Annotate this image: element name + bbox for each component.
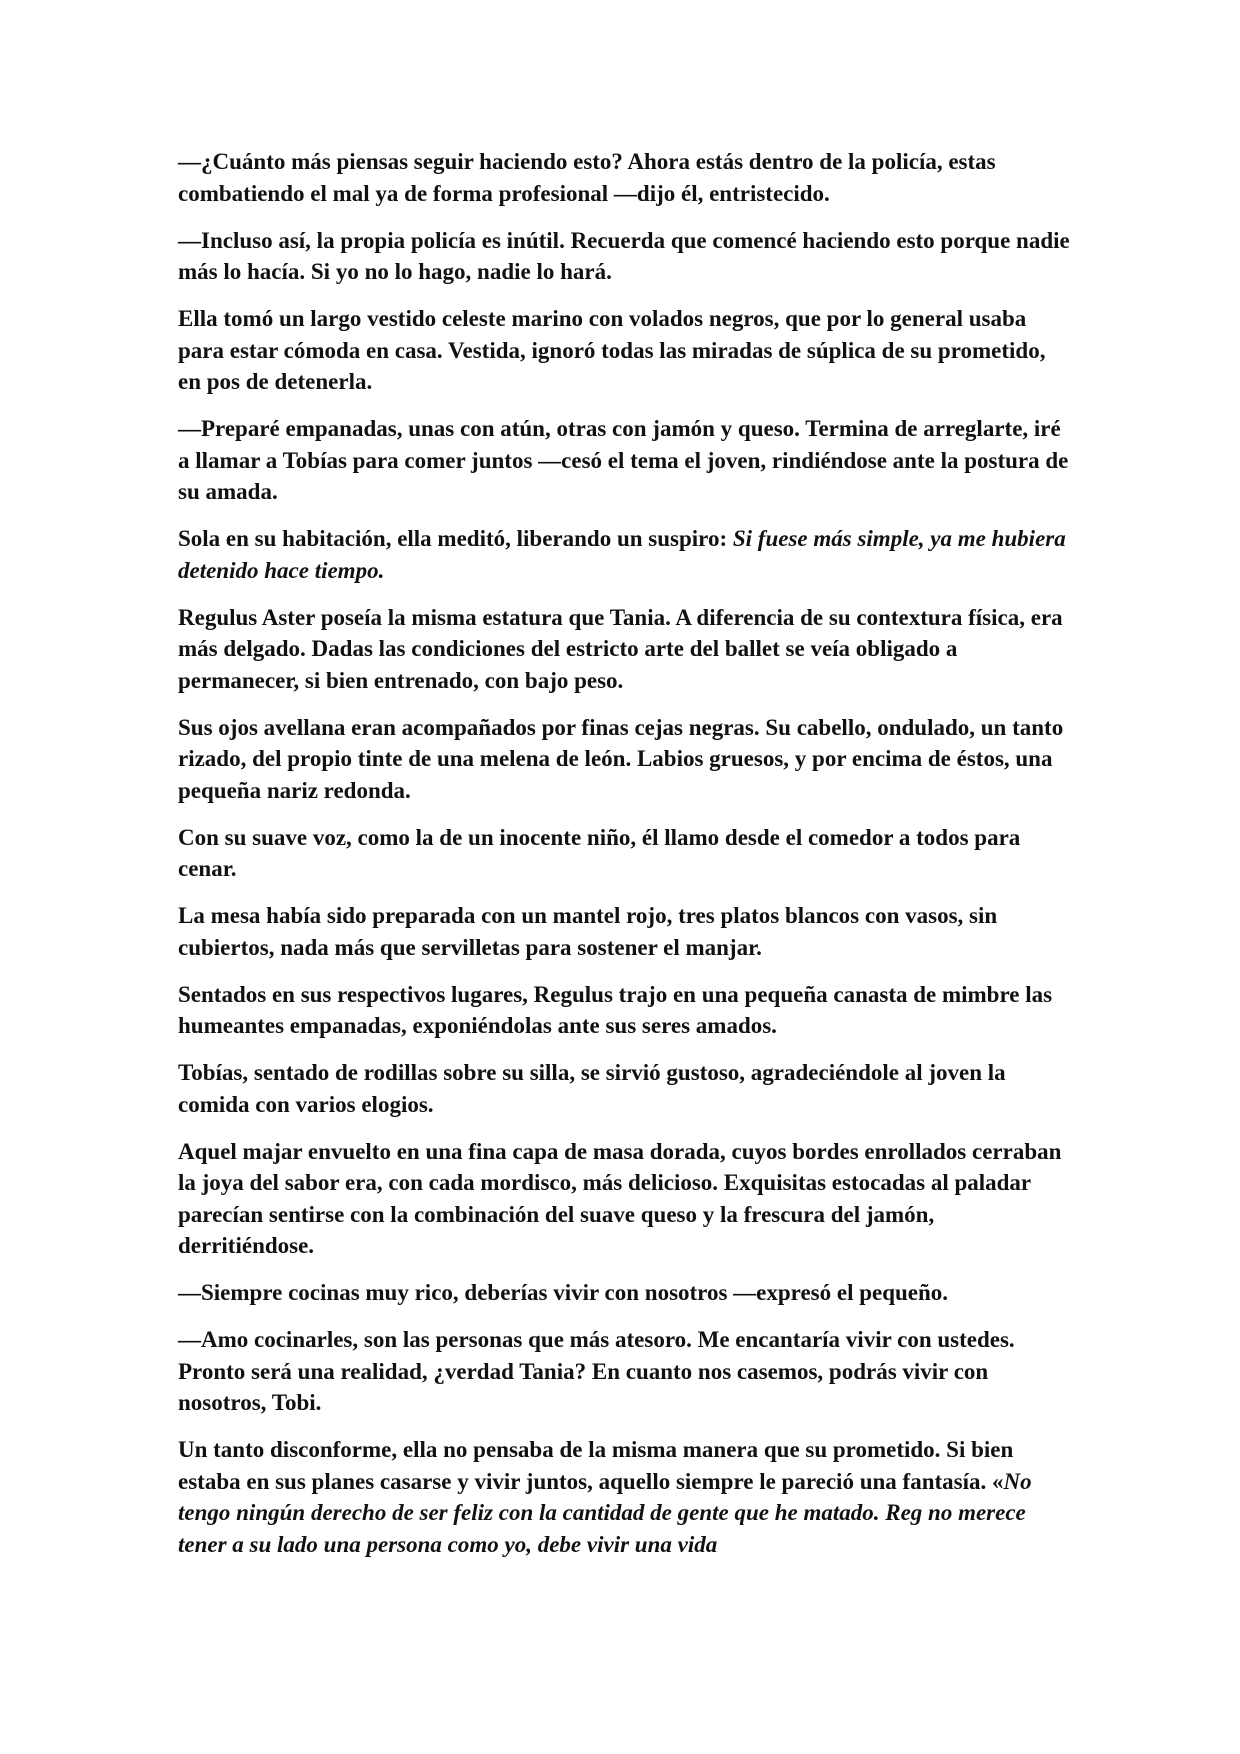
text-run: Sola en su habitación, ella meditó, liberando un suspiro: (178, 526, 733, 551)
italic-text-run: Si fuese más simple, ya me hubiera detenido hace tiempo. (178, 526, 1066, 583)
paragraph (178, 413, 1070, 508)
paragraph (178, 146, 1070, 209)
paragraph (178, 822, 1070, 885)
paragraph (178, 1277, 1070, 1309)
paragraph (178, 1057, 1070, 1120)
text-run: Regulus Aster poseía la misma estatura que Tania. A diferencia de su contextura física, era más delgado. Dadas las condiciones del estricto arte del ballet se veía obligado a permanecer, si bien entrenado, con bajo peso. (178, 604, 1063, 693)
text-run: —Siempre cocinas muy rico, deberías vivir con nosotros —expresó el pequeño. (178, 1280, 949, 1305)
paragraph (178, 900, 1070, 963)
paragraph (178, 303, 1070, 398)
text-run: Ella tomó un largo vestido celeste marino con volados negros, que por lo general usaba para estar cómoda en casa. Vestida, ignoró todas las miradas de súplica de su prometido, en pos de detenerla. (178, 306, 1046, 394)
text-run: —Incluso así, la propia policía es inútil. Recuerda que comencé haciendo esto porque nadie más lo hacía. Si yo no lo hago, nadie lo hará. (178, 227, 1070, 284)
paragraph (178, 225, 1070, 288)
paragraph (178, 602, 1070, 697)
text-run: —¿Cuánto más piensas seguir haciendo esto? Ahora estás dentro de la policía, estas combatiendo el mal ya de forma profesional —dijo él, entristecido. (178, 149, 996, 206)
paragraph (178, 979, 1070, 1042)
italic-text-run: No tengo ningún derecho de ser feliz con la cantidad de gente que he matado. Reg no merece tener a su lado una persona como yo, debe vivir una vida (178, 1468, 1032, 1557)
text-run: Un tanto disconforme, ella no pensaba de la misma manera que su prometido. Si bien estaba en sus planes casarse y vivir juntos, aquello siempre le pareció una fantasía. « (178, 1437, 1014, 1494)
text-run: Sentados en sus respectivos lugares, Regulus trajo en una pequeña canasta de mimbre las humeantes empanadas, exponiéndolas ante sus seres amados. (178, 981, 1053, 1038)
text-run: Sus ojos avellana eran acompañados por finas cejas negras. Su cabello, ondulado, un tanto rizado, del propio tinte de una melena de león. Labios gruesos, y por encima de éstos, una pequeña nariz redonda. (178, 714, 1064, 803)
paragraph (178, 523, 1070, 586)
body-text (178, 146, 1070, 1576)
paragraph (178, 1324, 1070, 1419)
text-run: La mesa había sido preparada con un mantel rojo, tres platos blancos con vasos, sin cubiertos, nada más que servilletas para sostener el manjar. (178, 903, 998, 960)
paragraph (178, 1434, 1070, 1560)
text-run: Con su suave voz, como la de un inocente niño, él llamo desde el comedor a todos para cenar. (178, 824, 1021, 881)
paragraph (178, 712, 1070, 807)
paragraph (178, 1136, 1070, 1262)
text-run: Tobías, sentado de rodillas sobre su silla, se sirvió gustoso, agradeciéndole al joven la comida con varios elogios. (178, 1060, 1006, 1117)
text-run: —Preparé empanadas, unas con atún, otras con jamón y queso. Termina de arreglarte, iré a llamar a Tobías para comer juntos —cesó el tema el joven, rindiéndose ante la postura de su amada. (178, 416, 1069, 504)
text-run: Aquel majar envuelto en una fina capa de masa dorada, cuyos bordes enrollados cerraban la joya del sabor era, con cada mordisco, más delicioso. Exquisitas estocadas al paladar parecían sentirse con la combinación del suave queso y la frescura del jamón, derritiéndose. (178, 1138, 1062, 1258)
text-run: —Amo cocinarles, son las personas que más atesoro. Me encantaría vivir con ustedes. Pronto será una realidad, ¿verdad Tania? En cuanto nos casemos, podrás vivir con nosotros, Tobi. (178, 1327, 1015, 1415)
